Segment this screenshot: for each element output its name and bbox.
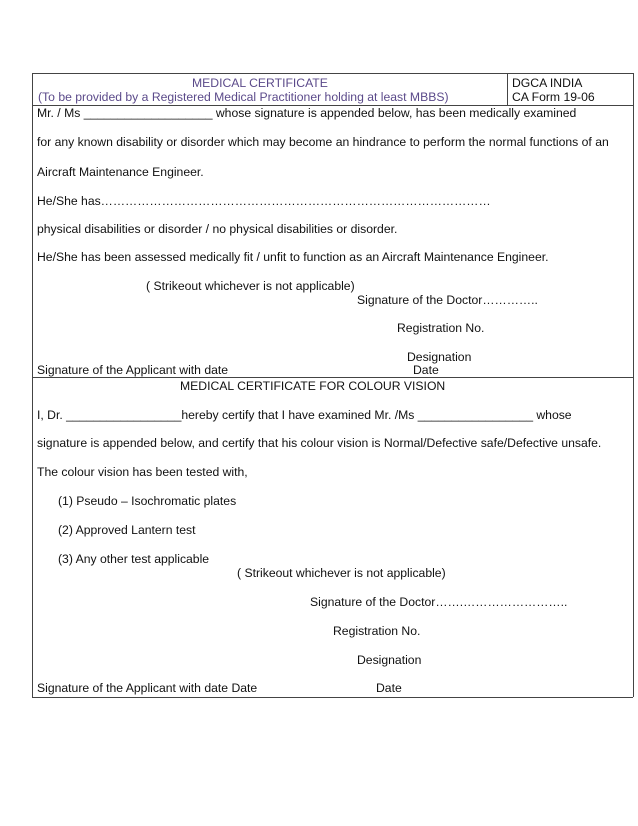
s1-applicant-signature: Signature of the Applicant with date xyxy=(37,363,229,377)
s1-strikeout-note: ( Strikeout whichever is not applicable) xyxy=(146,279,355,293)
table-top-border xyxy=(32,73,633,74)
s1-designation: Designation xyxy=(407,350,472,364)
s2-test-item-2: (2) Approved Lantern test xyxy=(58,523,196,537)
certificate-title: MEDICAL CERTIFICATE xyxy=(192,76,328,90)
form-number: CA Form 19-06 xyxy=(512,90,595,104)
org-name: DGCA INDIA xyxy=(512,76,583,90)
header-column-divider xyxy=(507,73,508,105)
s1-line-6: He/She has been assessed medically fit / unfit to function as an Aircraft Maintenance Engineer. xyxy=(37,250,549,264)
section-divider xyxy=(32,377,633,378)
s2-test-item-3: (3) Any other test applicable xyxy=(58,552,210,566)
s2-doctor-signature: Signature of the Doctor…….…………………….. xyxy=(310,595,568,609)
s1-line-3: Aircraft Maintenance Engineer. xyxy=(37,165,204,179)
table-left-border xyxy=(32,73,33,697)
s2-applicant-signature: Signature of the Applicant with date Date xyxy=(37,681,258,695)
s2-test-item-1: (1) Pseudo – Isochromatic plates xyxy=(58,494,237,508)
s2-registration-no: Registration No. xyxy=(333,624,421,638)
s2-designation: Designation xyxy=(357,653,422,667)
s2-line-2: signature is appended below, and certify that his colour vision is Normal/Defective safe/Defective unsafe. xyxy=(37,436,602,450)
certificate-subtitle: (To be provided by a Registered Medical Practitioner holding at least MBBS) xyxy=(38,90,449,104)
s1-line-5: physical disabilities or disorder / no physical disabilities or disorder. xyxy=(37,222,398,236)
s1-line-4: He/She has…………………………………………………………………………………… xyxy=(37,194,491,208)
table-right-border xyxy=(633,73,634,697)
s1-registration-no: Registration No. xyxy=(397,321,485,335)
s2-date: Date xyxy=(376,681,402,695)
table-bottom-border xyxy=(32,697,633,698)
s2-title: MEDICAL CERTIFICATE FOR COLOUR VISION xyxy=(180,379,446,393)
s2-line-1: I, Dr. _________________hereby certify that I have examined Mr. /Ms _________________ whose xyxy=(37,408,572,422)
s1-date: Date xyxy=(413,363,439,377)
s1-line-2: for any known disability or disorder which may become an hindrance to perform the normal functions of an xyxy=(37,135,609,149)
s1-line-1: Mr. / Ms ___________________ whose signature is appended below, has been medically examined xyxy=(37,106,577,120)
s1-doctor-signature: Signature of the Doctor………….. xyxy=(357,293,538,307)
s2-line-3: The colour vision has been tested with, xyxy=(37,465,248,479)
s2-strikeout-note: ( Strikeout whichever is not applicable) xyxy=(237,566,446,580)
